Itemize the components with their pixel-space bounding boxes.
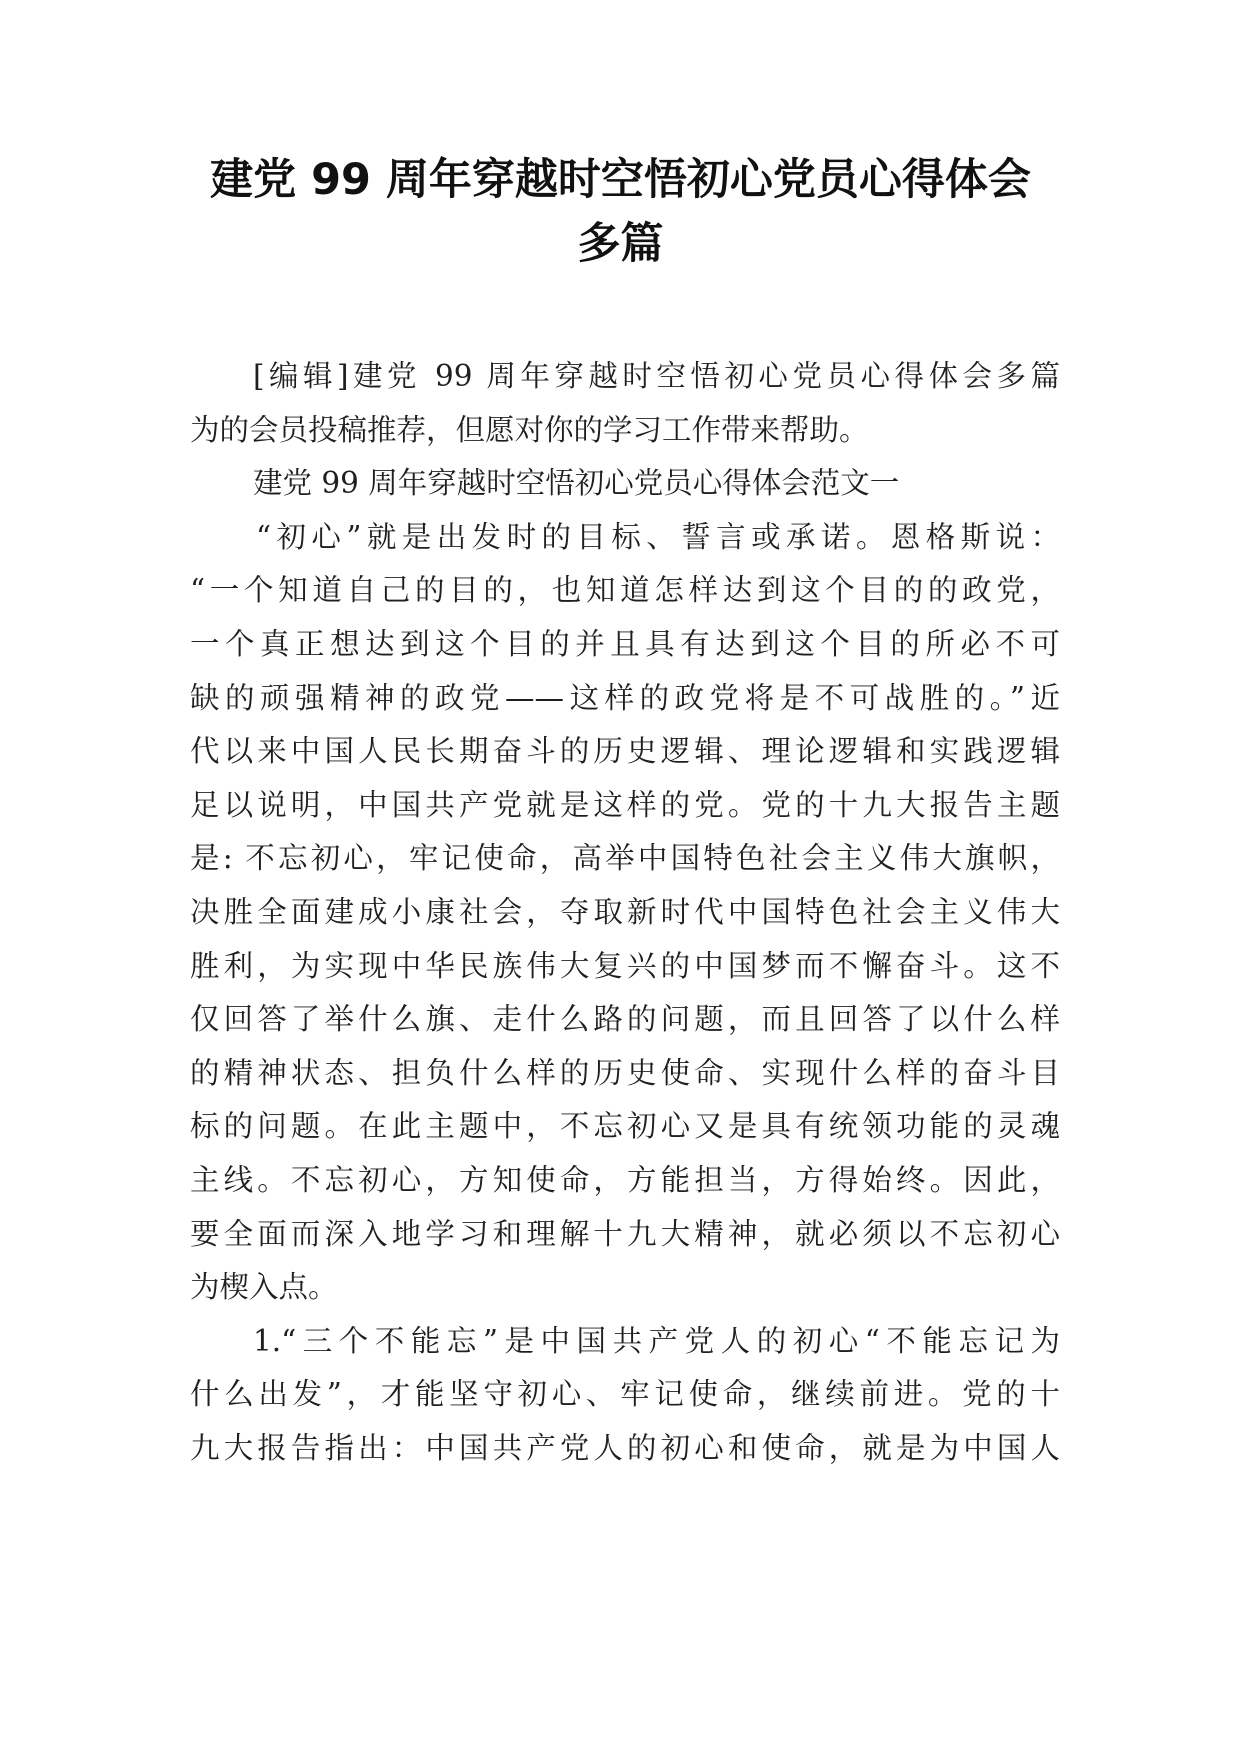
paragraph-line: 是: 不忘初心，牢记使命，高举中国特色社会主义伟大旗帜，	[190, 841, 1060, 876]
paragraph-line: 代以来中国人民长期奋斗的历史逻辑、理论逻辑和实践逻辑	[190, 734, 1060, 769]
paragraph-line: 要全面而深入地学习和理解十九大精神，就必须以不忘初心	[190, 1216, 1060, 1251]
paragraph-line: 的精神状态、担负什么样的历史使命、实现什么样的奋斗目	[190, 1055, 1060, 1090]
paragraph-line: 仅回答了举什么旗、走什么路的问题，而且回答了以什么样	[190, 1002, 1060, 1037]
paragraph-line: 什么出发”，才能坚守初心、牢记使命，继续前进。党的十	[190, 1377, 1060, 1412]
paragraph-line: “初心”就是出发时的目标、誓言或承诺。恩格斯说：	[256, 519, 1060, 554]
paragraph-line: 胜利，为实现中华民族伟大复兴的中国梦而不懈奋斗。这不	[190, 948, 1060, 983]
paragraph-line: 主线。不忘初心，方知使命，方能担当，方得始终。因此，	[190, 1162, 1060, 1197]
paragraph-line: 1.“三个不能忘”是中国共产党人的初心“不能忘记为	[253, 1323, 1060, 1358]
section-heading: 建党 99 周年穿越时空悟初心党员心得体会范文一	[253, 466, 900, 501]
paragraph-line: 标的问题。在此主题中，不忘初心又是具有统领功能的灵魂	[190, 1109, 1060, 1144]
title-line: 建党 99 周年穿越时空悟初心党员心得体会	[210, 155, 1031, 205]
paragraph-line: 九大报告指出：中国共产党人的初心和使命，就是为中国人	[190, 1430, 1060, 1465]
document-body	[190, 350, 1060, 1475]
paragraph-line: 一个真正想达到这个目的并且具有达到这个目的所必不可	[190, 626, 1060, 661]
paragraph-line: [编辑]建党 99 周年穿越时空悟初心党员心得体会多篇	[253, 359, 1060, 393]
paragraph-line: 决胜全面建成小康社会，夺取新时代中国特色社会主义伟大	[190, 894, 1060, 929]
paragraph-line: 为楔入点。	[190, 1270, 338, 1305]
paragraph-line: 足以说明，中国共产党就是这样的党。党的十九大报告主题	[190, 787, 1060, 822]
paragraph-line: “一个知道自己的目的，也知道怎样达到这个目的的政党，	[190, 573, 1060, 608]
paragraph-line: 为的会员投稿推荐，但愿对你的学习工作带来帮助。	[190, 412, 869, 447]
paragraph-line: 缺的顽强精神的政党——这样的政党将是不可战胜的。”近	[190, 680, 1060, 715]
title-line: 多篇	[577, 219, 664, 269]
document-title	[150, 148, 1091, 276]
